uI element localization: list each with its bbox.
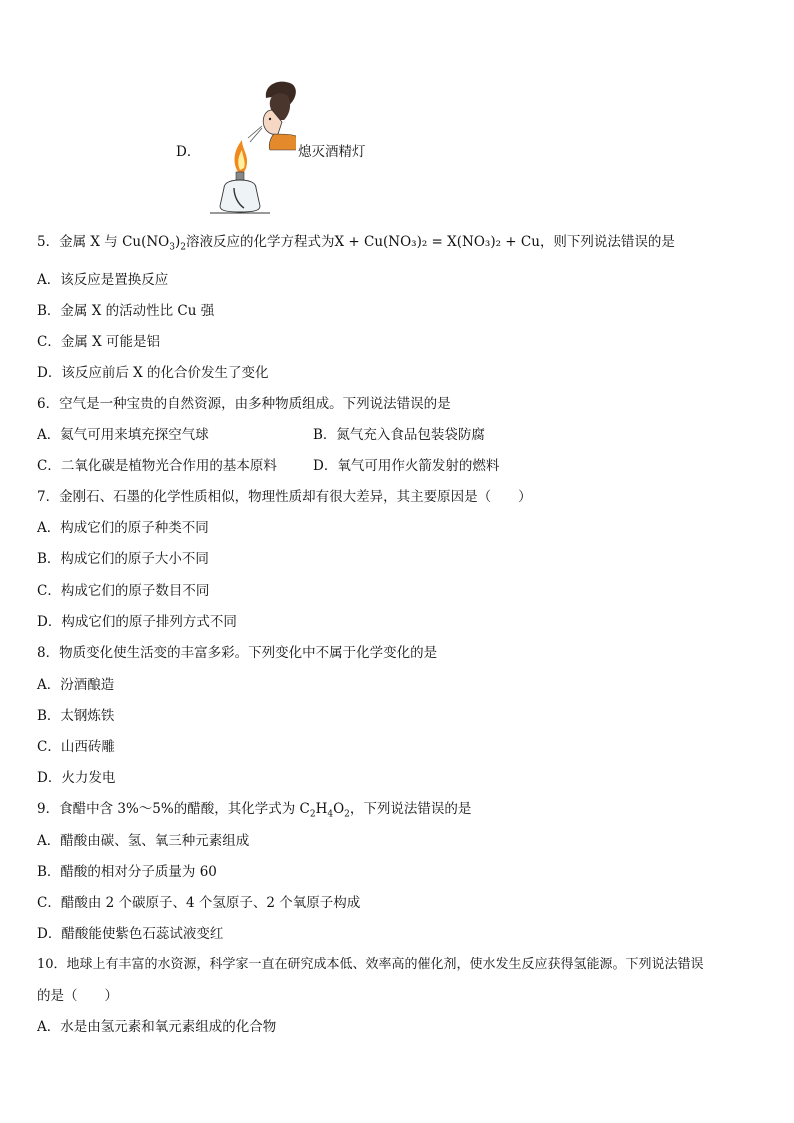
q5-option-c: C．金属 X 可能是铝: [37, 334, 161, 350]
q6-option-a: A．氦气可用来填充探空气球: [37, 427, 209, 443]
q6-option-c: C．二氧化碳是植物光合作用的基本原料: [37, 458, 277, 474]
q5-stem-part: ，则下列说法错误的是: [539, 234, 675, 250]
q9-stem-part: 9．食醋中含 3%～5%的醋酸，其化学式为 C: [37, 801, 310, 817]
q5-stem-part: 溶液反应的化学方程式为: [186, 234, 335, 250]
q7-option-d: D．构成它们的原子排列方式不同: [37, 614, 237, 630]
q9-option-b: B．醋酸的相对分子质量为 60: [37, 864, 217, 880]
q9-subscript: 2: [344, 809, 350, 820]
q8-option-b: B．太钢炼铁: [37, 708, 115, 724]
q5-option-d: D．该反应前后 X 的化合价发生了变化: [37, 365, 269, 381]
q9-stem-part: ，下列说法错误的是: [349, 801, 472, 817]
q5-stem-part: 5．金属 X 与 Cu(NO: [37, 234, 170, 250]
q5-subscript: 2: [180, 242, 186, 253]
q5-option-a: A．该反应是置换反应: [37, 272, 169, 288]
question-8-stem: 8．物质变化使生活变的丰富多彩。下列变化中不属于化学变化的是: [37, 645, 438, 661]
figure-caption: 熄灭酒精灯: [298, 144, 366, 160]
q7-option-c: C．构成它们的原子数目不同: [37, 583, 210, 599]
q7-option-b: B．构成它们的原子大小不同: [37, 551, 209, 567]
q5-equation: X + Cu(NO₃)₂ = X(NO₃)₂ + Cu: [334, 234, 540, 250]
q10-option-a: A．水是由氢元素和氧元素组成的化合物: [37, 1019, 277, 1035]
q9-stem-part: H: [315, 801, 328, 817]
q9-stem-part: O: [333, 801, 345, 817]
question-5-stem: [37, 233, 675, 257]
q6-option-b: B．氮气充入食品包装袋防腐: [313, 427, 485, 443]
figure-option-label: D．: [176, 144, 201, 160]
q8-option-a: A．汾酒酿造: [37, 677, 115, 693]
q8-option-c: C．山西砖雕: [37, 739, 115, 755]
q9-subscript: 2: [309, 809, 316, 820]
question-7-stem: 7．金刚石、石墨的化学性质相似，物理性质却有很大差异，其主要原因是（ ）: [37, 489, 532, 505]
q9-option-a: A．醋酸由碳、氢、氧三种元素组成: [37, 833, 250, 849]
q5-option-b: B．金属 X 的活动性比 Cu 强: [37, 303, 215, 319]
figure-option-d: [176, 76, 396, 216]
q5-stem-part: ): [174, 234, 181, 250]
question-6-stem: 6．空气是一种宝贵的自然资源，由多种物质组成。下列说法错误的是: [37, 396, 451, 412]
person-blowing-alcohol-lamp-illustration: [204, 76, 296, 216]
q8-option-d: D．火力发电: [37, 770, 116, 786]
question-9-stem: [37, 800, 471, 824]
q6-option-d: D．氧气可用作火箭发射的燃料: [313, 458, 500, 474]
q7-option-a: A．构成它们的原子种类不同: [37, 520, 209, 536]
question-10-stem-line-2: 的是（ ）: [37, 988, 118, 1004]
q9-subscript: 4: [327, 809, 334, 820]
q9-option-d: D．醋酸能使紫色石蕊试液变红: [37, 926, 224, 942]
question-10-stem-line-1: 10．地球上有丰富的水资源，科学家一直在研究成本低、效率高的催化剂，使水发生反应获得氢能源。下列说法错误: [37, 957, 704, 972]
q9-option-c: C．醋酸由 2 个碳原子、4 个氢原子、2 个氧原子构成: [37, 895, 361, 911]
q5-subscript: 3: [169, 242, 175, 253]
